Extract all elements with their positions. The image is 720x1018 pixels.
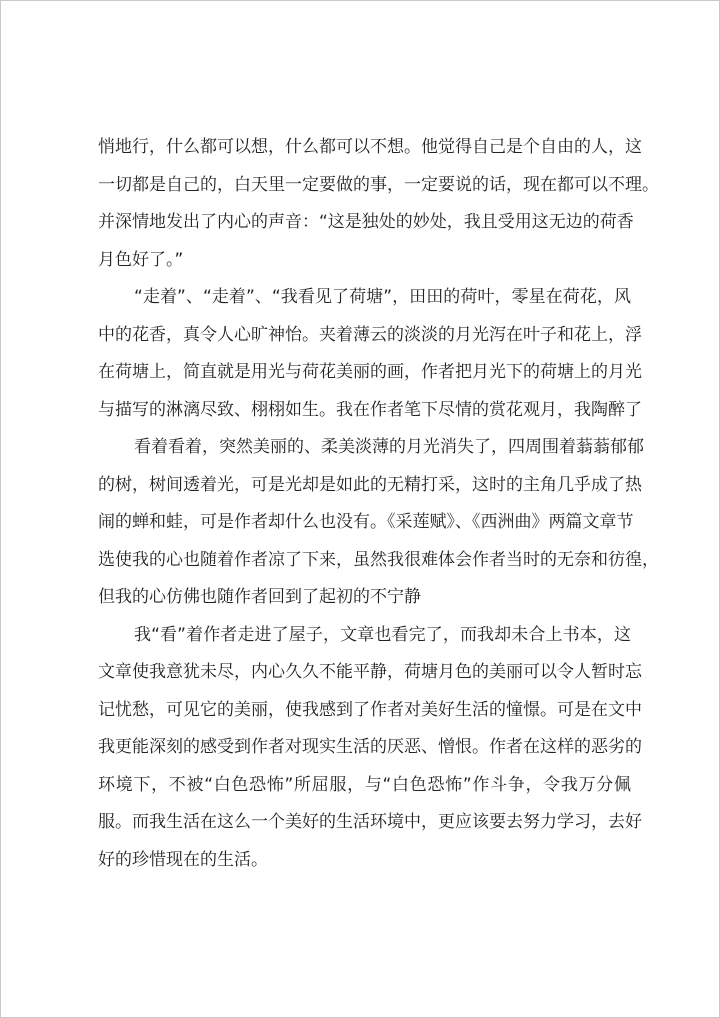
text-line: “走着”、“走着”、“我看见了荷塘”，田田的荷叶，零星在荷花，风 [134,287,631,307]
text-line: 月色好了。” [98,249,184,270]
text-line: 环境下，不被“白色恐怖”所屈服，与“白色恐怖”作斗争，令我万分佩 [98,774,631,795]
text-line: 在荷塘上，简直就是用光与荷花美丽的画，作者把月光下的荷塘上的月光 [98,362,642,382]
text-line: 悄地行，什么都可以想，什么都可以不想。他觉得自己是个自由的人，这 [98,137,642,157]
text-line: 选使我的心也随着作者凉了下来，虽然我很难体会作者当时的无奈和彷徨， [98,549,659,570]
paragraph-1 [98,129,659,279]
text-line: 我“看”着作者走进了屋子，文章也看完了，而我却未合上书本，这 [134,624,631,645]
text-line: 一切都是自己的，白天里一定要做的事，一定要说的话，现在都可以不理。 [98,174,659,195]
paragraph-2 [98,279,642,429]
text-line: 我更能深刻的感受到作者对现实生活的厌恶、憎恨。作者在这样的恶劣的 [98,737,642,757]
text-line: 记忧愁，可见它的美丽，使我感到了作者对美好生活的憧憬。可是在文中 [98,699,642,720]
text-line: 好的珍惜现在的生活。 [98,849,268,870]
text-line: 与描写的淋漓尽致、栩栩如生。我在作者笔下尽情的赏花观月，我陶醉了 [98,399,642,420]
text-line: 中的花香，真令人心旷神怡。夹着薄云的淡淡的月光泻在叶子和花上，浮 [98,324,642,345]
text-line: 看着看着，突然美丽的、柔美淡薄的月光消失了，四周围着蓊蓊郁郁 [134,437,644,457]
text-line: 的树，树间透着光，可是光却是如此的无精打采，这时的主角几乎成了热 [98,474,642,495]
paragraph-4 [98,617,642,880]
text-line: 文章使我意犹未尽，内心久久不能平静，荷塘月色的美丽可以令人暂时忘 [98,662,642,682]
document-body [98,129,659,879]
text-line: 并深情地发出了内心的声音：“这是独处的妙处，我且受用这无边的荷香 [98,212,634,232]
text-line: 但我的心仿佛也随作者回到了起初的不宁静 [98,587,421,607]
paragraph-3 [98,429,659,617]
text-line: 闹的蝉和蛙，可是作者却什么也没有。《采莲赋》、《西洲曲》两篇文章节 [98,512,634,532]
text-line: 服。而我生活在这么一个美好的生活环境中，更应该要去努力学习，去好 [98,812,642,832]
